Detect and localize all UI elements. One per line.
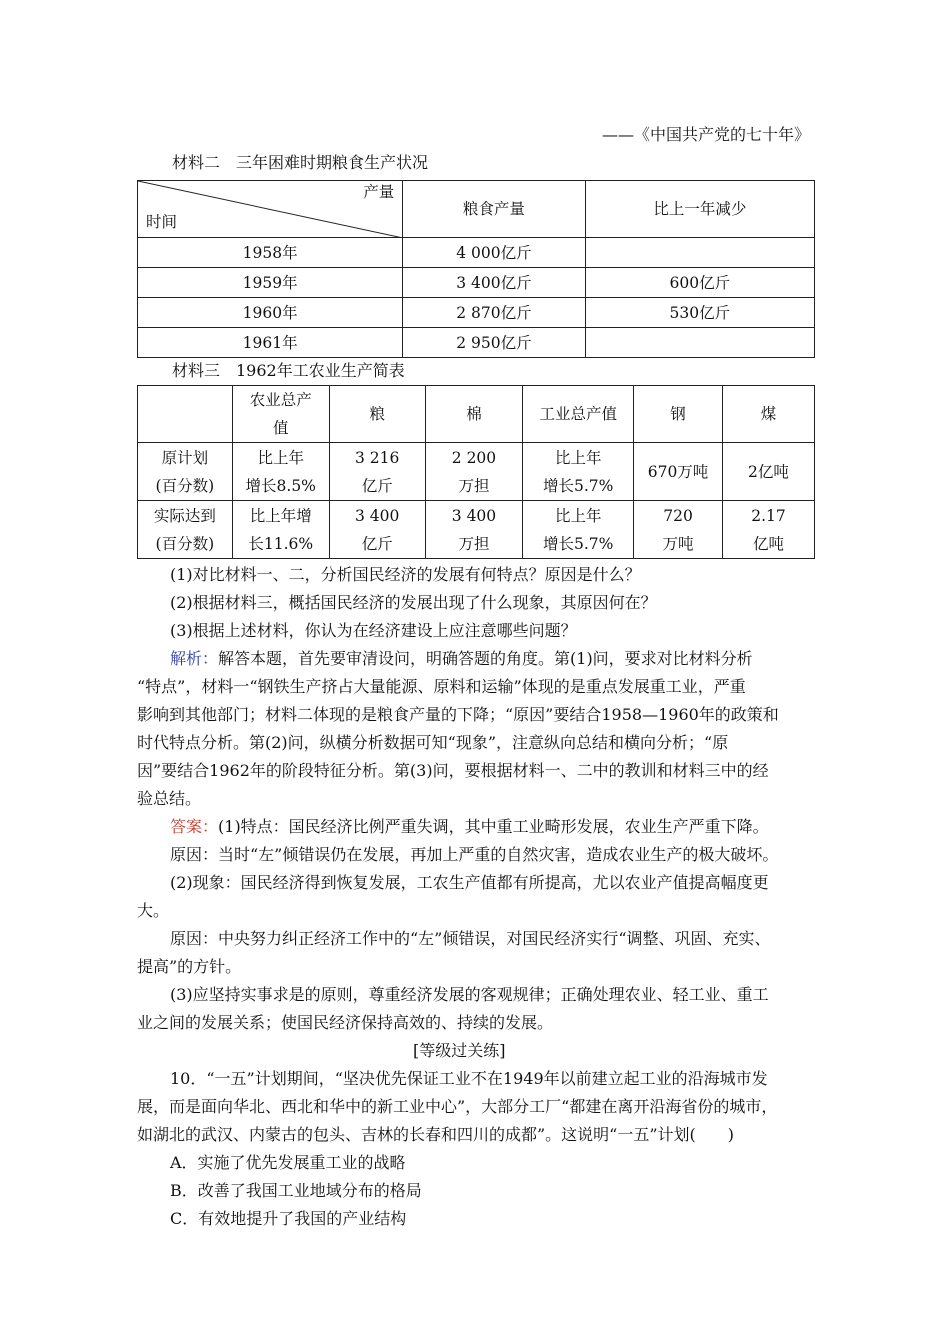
actual-agri-line1: 比上年增: [249, 506, 312, 525]
corner-header-cell: [138, 181, 403, 238]
col-header-output: 粮食产量: [403, 181, 585, 238]
decrease-cell: 530亿斤: [585, 298, 814, 328]
q10-line-2: 展，而是面向华北、西北和华中的新工业中心”，大部分工厂“都建在离开沿海省份的城市，: [137, 1097, 778, 1116]
q10-option-a: A．实施了优先发展重工业的战略: [170, 1153, 406, 1172]
header-industry: 工业总产值: [523, 386, 634, 443]
table-row-plan: [138, 443, 815, 501]
plan-label-line2: (百分数): [155, 476, 215, 495]
actual-agri-line2: 长11.6%: [248, 534, 314, 553]
actual-label-line2: (百分数): [155, 534, 215, 553]
analysis-line-4: 时代特点分析。第(2)问，纵横分析数据可知“现象”，注意纵向总结和横向分析；“原: [137, 733, 729, 752]
year-cell: 1960年: [138, 298, 403, 328]
grain-production-table: [137, 180, 815, 358]
actual-grain-line1: 3 400: [355, 506, 400, 525]
actual-steel-cell: [634, 501, 723, 559]
actual-agri-cell: [232, 501, 329, 559]
q10-line-1: 10．“一五”计划期间，“坚决优先保证工业不在1949年以前建立起工业的沿海城市发: [170, 1069, 768, 1088]
q10-option-c: C．有效地提升了我国的产业结构: [170, 1209, 407, 1228]
header-agri-cell: [232, 386, 329, 443]
header-cotton: 棉: [425, 386, 523, 443]
header-steel: 钢: [634, 386, 723, 443]
year-cell: 1959年: [138, 268, 403, 298]
actual-industry-line1: 比上年: [554, 506, 602, 525]
analysis-line-3: 影响到其他部门；材料二体现的是粮食产量的下降；“原因”要结合1958—1960年的政策和: [137, 705, 779, 724]
col-header-decrease: 比上一年减少: [585, 181, 814, 238]
plan-agri-line1: 比上年: [257, 448, 304, 467]
decrease-cell: [585, 328, 814, 358]
actual-coal-line2: 亿吨: [752, 534, 784, 553]
analysis-text-1: 解答本题，首先要审清设问，明确答题的角度。第(1)问，要求对比材料分析: [218, 649, 753, 668]
corner-top-label: 产量: [363, 183, 395, 201]
industry-agriculture-table: [137, 385, 815, 559]
actual-label-line1: 实际达到: [153, 506, 216, 525]
answer-line-3: (2)现象：国民经济得到恢复发展，工农生产值都有所提高，尤以农业产值提高幅度更: [170, 873, 769, 892]
actual-industry-line2: 增长5.7%: [543, 534, 614, 553]
decrease-cell: 600亿斤: [585, 268, 814, 298]
actual-cotton-line1: 3 400: [451, 506, 497, 525]
plan-agri-cell: [232, 443, 329, 501]
plan-cotton-line1: 2 200: [451, 448, 497, 467]
actual-coal-cell: [722, 501, 814, 559]
question-2: (2)根据材料三，概括国民经济的发展出现了什么现象，其原因何在？: [170, 593, 657, 612]
answer-line-1: [170, 814, 860, 837]
answer-text-1: (1)特点：国民经济比例严重失调，其中重工业畸形发展，农业生产严重下降。: [218, 817, 769, 836]
plan-coal-cell: 2亿吨: [722, 443, 814, 501]
answer-label: 答案：: [170, 817, 219, 836]
plan-grain-cell: [329, 443, 425, 501]
plan-grain-line2: 亿斤: [361, 476, 393, 495]
year-cell: 1958年: [138, 238, 403, 268]
q10-option-b: B．改善了我国工业地域分布的格局: [170, 1181, 422, 1200]
analysis-label: 解析：: [170, 649, 219, 668]
actual-cotton-cell: [425, 501, 523, 559]
header-grain: 粮: [329, 386, 425, 443]
corner-bottom-label: 时间: [146, 213, 178, 231]
answer-line-7: (3)应坚持实事求是的原则，尊重经济发展的客观规律；正确处理农业、轻工业、重工: [170, 985, 769, 1004]
plan-steel-cell: 670万吨: [634, 443, 723, 501]
actual-grain-cell: [329, 501, 425, 559]
analysis-line-5: 因”要结合1962年的阶段特征分析。第(3)问，要根据材料一、二中的教训和材料三中的经: [137, 761, 769, 780]
plan-industry-line2: 增长5.7%: [543, 476, 614, 495]
answer-line-5: 原因：中央努力纠正经济工作中的“左”倾错误，对国民经济实行“调整、巩固、充实、: [170, 929, 771, 948]
actual-steel-line2: 万吨: [662, 534, 694, 553]
analysis-line-2: “特点”，材料一“钢铁生产挤占大量能源、原料和运输”体现的是重点发展重工业，严重: [137, 677, 746, 696]
output-cell: 4 000亿斤: [403, 238, 585, 268]
output-cell: 3 400亿斤: [403, 268, 585, 298]
table-row-actual: [138, 501, 815, 559]
plan-cotton-cell: [425, 443, 523, 501]
table-row: [138, 328, 815, 358]
answer-line-8: 业之间的发展关系；使国民经济保持高效的、持续的发展。: [137, 1013, 554, 1032]
question-3: (3)根据上述材料，你认为在经济建设上应注意哪些问题？: [170, 621, 577, 640]
q10-line-3: 如湖北的武汉、内蒙古的包头、吉林的长春和四川的成都”。这说明“一五”计划( ): [137, 1125, 735, 1144]
answer-line-2: 原因：当时“左”倾错误仍在发展，再加上严重的自然灾害，造成农业生产的极大破坏。: [170, 845, 779, 864]
header-coal: 煤: [722, 386, 814, 443]
header-agri-line2: 值: [272, 419, 289, 437]
year-cell: 1961年: [138, 328, 403, 358]
analysis-line-6: 验总结。: [137, 789, 202, 808]
output-cell: 2 950亿斤: [403, 328, 585, 358]
answer-line-6: 提高”的方针。: [137, 957, 242, 976]
material2-title: 材料二 三年困难时期粮食生产状况: [172, 153, 429, 172]
section-title: [等级过关练]: [413, 1041, 506, 1060]
plan-industry-line1: 比上年: [554, 448, 602, 467]
output-cell: 2 870亿斤: [403, 298, 585, 328]
header-agri-line1: 农业总产: [249, 391, 312, 409]
answer-line-4: 大。: [137, 901, 170, 920]
plan-label-line1: 原计划: [161, 448, 209, 467]
actual-label-cell: [138, 501, 233, 559]
actual-steel-line1: 720: [663, 506, 693, 525]
actual-industry-cell: [523, 501, 634, 559]
table-row: [138, 268, 815, 298]
plan-grain-line1: 3 216: [355, 448, 400, 467]
source-attribution: ——《中国共产党的七十年》: [602, 125, 811, 144]
table-row: [138, 298, 815, 328]
header-empty-cell: [138, 386, 233, 443]
analysis-line-1: [170, 646, 860, 669]
question-1: (1)对比材料一、二，分析国民经济的发展有何特点？原因是什么？: [170, 565, 641, 584]
actual-cotton-line2: 万担: [458, 534, 490, 553]
plan-label-cell: [138, 443, 233, 501]
actual-coal-line1: 2.17: [751, 506, 786, 525]
plan-industry-cell: [523, 443, 634, 501]
plan-agri-line2: 增长8.5%: [245, 476, 316, 495]
material3-title: 材料三 1962年工农业生产简表: [172, 361, 405, 380]
actual-grain-line2: 亿斤: [361, 534, 393, 553]
table-row: [138, 238, 815, 268]
decrease-cell: [585, 238, 814, 268]
plan-cotton-line2: 万担: [458, 476, 490, 495]
